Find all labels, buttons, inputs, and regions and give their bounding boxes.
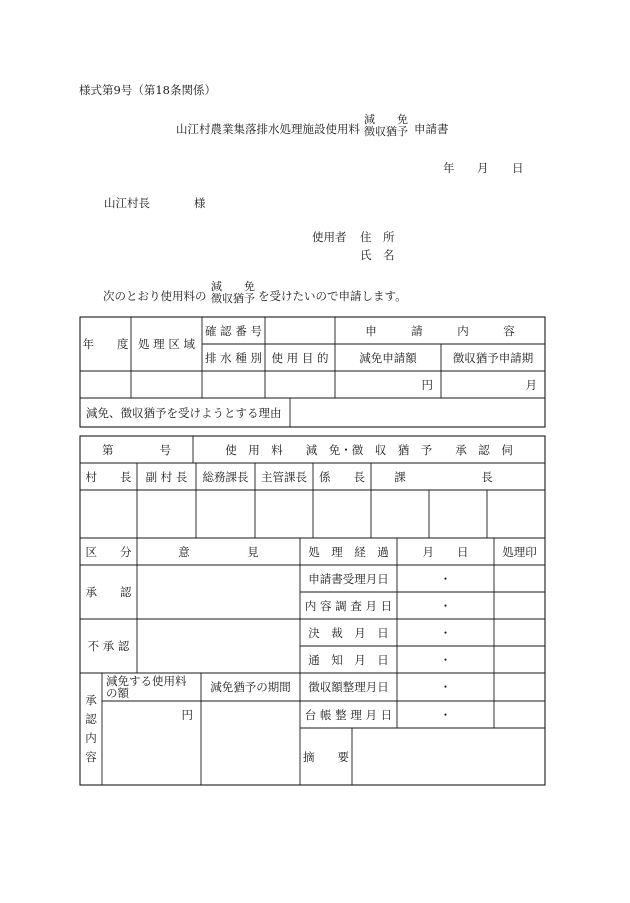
approved-label: 承 認 bbox=[85, 585, 132, 599]
title-prefix: 山江村農業集落排水処理施設使用料 bbox=[176, 122, 360, 136]
date-year: 年 bbox=[443, 161, 455, 175]
intro-suffix: を受けたいので申請します。 bbox=[258, 289, 407, 303]
intro-option-reduction: 減 免 bbox=[211, 280, 255, 293]
summary-label: 摘 要 bbox=[303, 749, 349, 764]
seal-header: 処理印 bbox=[502, 544, 537, 559]
vice-mayor-header: 副 村 長 bbox=[145, 469, 188, 484]
process-header: 処 理 経 過 bbox=[308, 544, 389, 559]
date-month: 月 bbox=[477, 161, 489, 175]
approval-request-title: 使 用 料 減 免・徴 収 猶 予 承 認 伺 bbox=[225, 442, 513, 457]
deferral-period-month-unit: 月 bbox=[525, 377, 537, 392]
reduction-amount-yen-unit: 円 bbox=[421, 377, 433, 392]
approval-content-label bbox=[80, 673, 102, 785]
date-separator-dot: ・ bbox=[439, 707, 452, 722]
title-option-reduction: 減 免 bbox=[364, 113, 408, 126]
date-separator-dot: ・ bbox=[439, 625, 452, 640]
month-day-header: 月 日 bbox=[422, 544, 469, 559]
applicant-label: 使用者 bbox=[312, 230, 347, 244]
approval-content-char: 承 bbox=[85, 693, 97, 707]
form-number: 様式第9号（第18条関係） bbox=[79, 83, 216, 97]
reduction-amount-header: 減免申請額 bbox=[359, 350, 417, 365]
addressee: 山江村長 bbox=[104, 196, 150, 210]
drainage-type-header: 排 水 種 別 bbox=[205, 350, 262, 365]
general-affairs-head-header: 総務課長 bbox=[202, 469, 249, 484]
application-details-header: 申 請 内 容 bbox=[365, 323, 515, 338]
intro-option-deferral: 徴収猶予 bbox=[211, 292, 255, 305]
approval-number-label: 第 号 bbox=[102, 442, 171, 457]
collection-date-label: 徴収額整理月日 bbox=[308, 680, 389, 694]
reason-label: 減免、徴収猶予を受けようとする理由 bbox=[86, 405, 282, 420]
intro-prefix: 次のとおり使用料の bbox=[103, 289, 207, 303]
deferral-period-header: 徴収猶予申請期 bbox=[452, 350, 534, 365]
supervising-head-header: 主管課長 bbox=[261, 469, 307, 484]
confirmation-number-header: 確 認 番 号 bbox=[205, 323, 262, 338]
not-approved-label: 不 承 認 bbox=[87, 639, 130, 653]
approval-content-char: 認 bbox=[85, 712, 97, 726]
title-option-deferral: 徴収猶予 bbox=[364, 125, 408, 138]
treatment-area-header: 処 理 区 域 bbox=[138, 337, 195, 351]
approval-content-char: 内 bbox=[85, 731, 97, 745]
reduced-fee-amount-header: 減免する使用料の額 bbox=[106, 674, 187, 700]
addressee-honorific: 様 bbox=[194, 196, 206, 210]
date-day: 日 bbox=[512, 161, 524, 175]
investigation-date-label: 内 容 調 査 月 日 bbox=[304, 598, 393, 613]
reduced-fee-yen-unit: 円 bbox=[181, 707, 193, 722]
address-label: 住 所 bbox=[360, 230, 395, 244]
date-separator-dot: ・ bbox=[439, 680, 452, 694]
notification-date-label: 通 知 月 日 bbox=[308, 652, 389, 667]
fiscal-year-header: 年 度 bbox=[82, 337, 129, 351]
name-label: 氏 名 bbox=[360, 248, 395, 262]
purpose-of-use-header: 使 用 目 的 bbox=[271, 350, 329, 365]
ledger-date-label: 台 帳 整 理 月 日 bbox=[304, 707, 393, 722]
section-cho-header: 長 bbox=[481, 469, 493, 484]
category-header: 区 分 bbox=[85, 544, 132, 559]
date-separator-dot: ・ bbox=[439, 652, 452, 667]
deferral-term-header: 減免猶予の期間 bbox=[210, 680, 291, 694]
received-date-label: 申請書受理月日 bbox=[308, 571, 389, 586]
title-suffix: 申請書 bbox=[414, 122, 449, 136]
decision-date-label: 決 裁 月 日 bbox=[308, 625, 389, 640]
date-separator-dot: ・ bbox=[439, 598, 452, 613]
mayor-header: 村 長 bbox=[85, 469, 132, 484]
section-chief-header: 係 長 bbox=[319, 469, 365, 484]
date-separator-dot: ・ bbox=[439, 571, 452, 586]
section-ka-header: 課 bbox=[394, 469, 406, 484]
approval-content-char: 容 bbox=[85, 750, 97, 764]
opinion-header: 意 見 bbox=[178, 544, 259, 559]
